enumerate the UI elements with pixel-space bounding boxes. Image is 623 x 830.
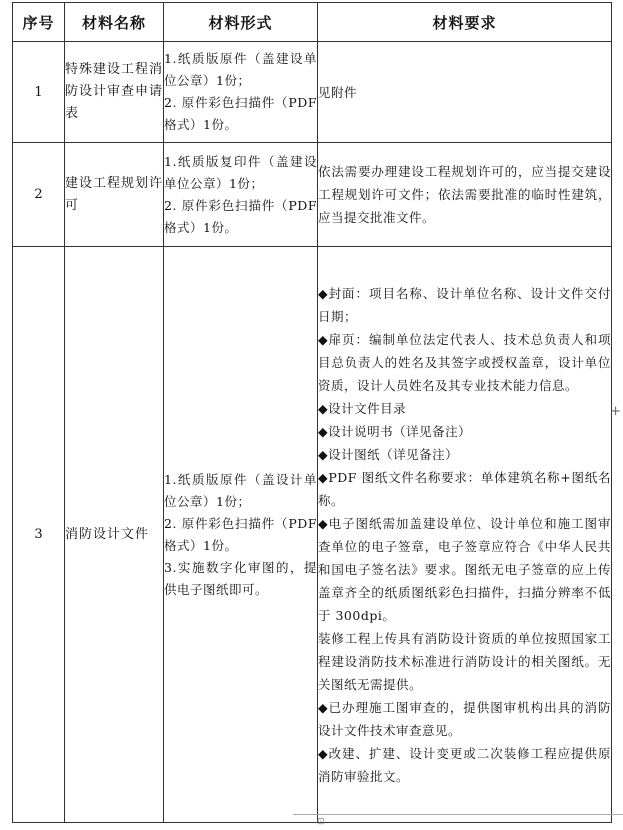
materials-table [12,2,612,823]
requirement-line: ◆设计说明书（详见备注） [318,423,472,439]
requirement-line: 见附件 [318,84,358,100]
form-line: 1.纸质版原件（盖建设单位公章）1份； [164,51,317,88]
form-line: 1.纸质版复印件（盖建设单位公章）1份； [164,153,317,191]
form-line: 3.实施数字化审图的，提供电子图纸即可。 [164,559,317,597]
form-line: 2. 原件彩色扫描件（PDF 格式）1份。 [164,95,317,132]
requirement-line: ◆PDF 图纸文件名称要求：单体建筑名称+图纸名称。 [318,469,611,508]
table-bottom-handle-bar[interactable] [293,814,623,830]
table-row [13,143,612,247]
requirement-line: ◆设计文件目录 [318,400,407,416]
requirement-line: ◆扉页：编制单位法定代表人、技术总负责人和项目总负责人的姓名及其签字或授权盖章，设计单位资质，设计人员姓名及其专业技术能力信息。 [318,331,611,393]
resize-handle-icon[interactable]: ⊡ [317,817,325,827]
header-row [13,3,612,42]
material-form [164,143,318,247]
material-requirement [318,247,612,823]
material-name: 消防设计文件 [65,247,164,823]
row-number: 2 [13,143,65,247]
material-requirement [318,42,612,143]
form-line: 2. 原件彩色扫描件（PDF 格式）1份。 [164,197,317,235]
header-req: 材料要求 [318,3,612,42]
header-no: 序号 [13,3,65,42]
requirement-line: ◆电子图纸需加盖建设单位、设计单位和施工图审查单位的电子签章，电子签章应符合《中华人民共和国电子签名法》要求。图纸无电子签章的应上传盖章齐全的纸质图纸彩色扫描件，扫描分辨率不低于 300dpi。 [318,515,611,623]
form-line: 1.纸质版原件（盖设计单位公章）1份； [164,471,317,509]
header-name: 材料名称 [65,3,164,42]
requirement-line: ◆封面：项目名称、设计单位名称、设计文件交付日期； [318,285,611,324]
requirement-line: 依法需要办理建设工程规划许可的，应当提交建设工程规划许可文件；依法需要批准的临时性建筑，应当提交批准文件。 [318,164,611,225]
add-column-handle[interactable]: + [610,404,621,419]
material-name: 特殊建设工程消防设计审查申请表 [65,42,164,143]
material-name: 建设工程规划许可 [65,143,164,247]
requirement-line: ◆已办理施工图审查的，提供图审机构出具的消防设计文件技术审查意见。 [318,699,611,738]
material-requirement [318,143,612,247]
material-form [164,247,318,823]
row-number: 3 [13,247,65,823]
material-form [164,42,318,143]
table-row [13,247,612,823]
header-form: 材料形式 [164,3,318,42]
requirement-line: 装修工程上传具有消防设计资质的单位按照国家工程建设消防技术标准进行消防设计的相关图纸。无关图纸无需提供。 [318,630,611,692]
requirement-line: ◆改建、扩建、设计变更或二次装修工程应提供原消防审验批文。 [318,745,611,784]
row-number: 1 [13,42,65,143]
form-line: 2. 原件彩色扫描件（PDF 格式）1份。 [164,515,317,553]
requirement-line: ◆设计图纸（详见备注） [318,446,459,462]
table-row [13,42,612,143]
